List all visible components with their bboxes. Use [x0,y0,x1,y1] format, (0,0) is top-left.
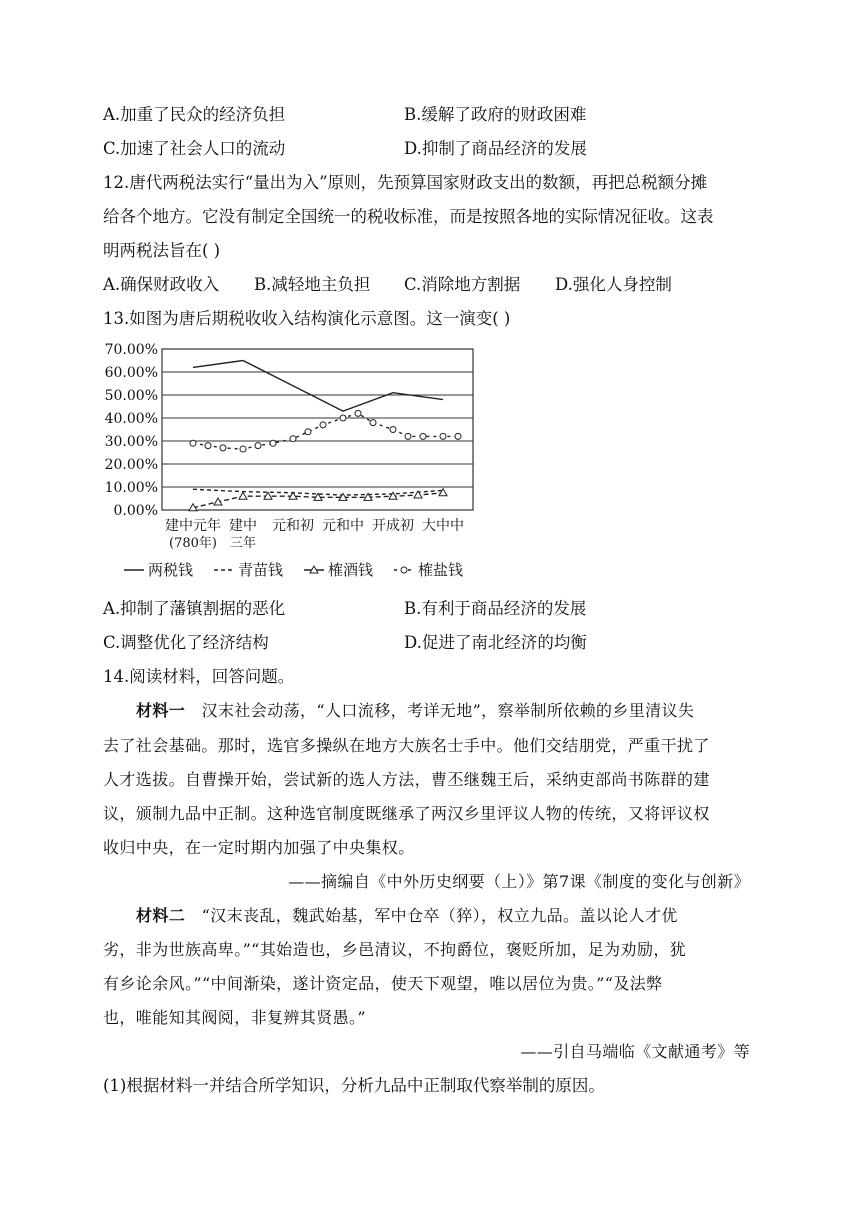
q12-stem-line2: 给各个地方。它没有制定全国统一的税收标准，而是按照各地的实际情况征收。这表 [103,207,714,226]
y-tick-label: 40.00% [104,411,158,427]
q14-subquestion-1: (1)根据材料一并结合所学知识，分析九品中正制取代察举制的原因。 [103,1076,605,1095]
y-tick-label: 50.00% [104,388,158,404]
data-point-榷盐钱 [420,433,426,439]
data-point-榷盐钱 [340,415,346,421]
material-one-line1 [136,700,694,722]
chart-y-tick-labels [105,342,158,519]
x-tick-label: 元和中 [322,518,364,534]
material-two-text1: “汉末丧乱，魏武始基，军中仓卒（猝），权立九品。盖以论人才优 [201,906,678,925]
q11-option-c: C.加速了社会人口的流动 [103,139,286,158]
x-tick-label-sub: (780年) [169,536,217,551]
legend-label: 青苗钱 [238,561,284,579]
chart-grid [162,349,473,510]
y-tick-label: 30.00% [104,434,158,450]
y-tick-label: 0.00% [113,503,158,519]
q11-option-a: A.加重了民众的经济负担 [103,105,286,124]
data-point-榷盐钱 [405,433,411,439]
chart-series [189,361,461,511]
x-tick-label: 建中元年 [165,518,221,534]
legend-label: 榷盐钱 [418,561,464,579]
data-point-榷酒钱 [439,489,447,496]
data-point-榷盐钱 [320,422,326,428]
material-one-line2: 去了社会基础。那时，选官多操纵在地方大族名士手中。他们交结朋党，严重干扰了 [103,736,710,755]
legend-label: 两税钱 [148,561,194,579]
x-tick-label: 元和初 [272,518,314,534]
legend-label: 榷酒钱 [328,561,374,579]
q14-stem: 14.阅读材料，回答问题。 [103,667,295,686]
x-tick-label: 大中中 [422,518,464,534]
q13-stem: 13.如图为唐后期税收收入结构演化示意图。这一演变( ) [103,309,511,328]
data-point-榷盐钱 [440,433,446,439]
material-two-line1 [136,905,678,927]
data-point-榷盐钱 [355,410,361,416]
x-tick-label: 开成初 [372,518,414,534]
data-point-榷盐钱 [455,433,461,439]
y-tick-label: 20.00% [104,457,158,473]
material-two-label: 材料二 [136,906,186,925]
material-one-line4: 议，颁制九品中正制。这种选官制度既继承了两汉乡里评议人物的传统，又将评议权 [103,804,710,823]
data-point-榷盐钱 [390,427,396,433]
q12-option-c: C.消除地方割据 [404,275,521,294]
q11-option-b: B.缓解了政府的财政困难 [404,105,587,124]
material-two-source: ——引自马端临《文献通考》等 [520,1042,750,1061]
tax-revenue-chart [100,337,490,587]
data-point-榷酒钱 [239,492,247,499]
series-line-两税钱 [193,361,443,412]
chart-legend [124,561,463,579]
material-one-line3: 人才选拔。自曹操开始，尝试新的选人方法，曹丕继魏王后，采纳吏部尚书陈群的建 [103,770,710,789]
q12-stem-line1: 12.唐代两税法实行“量出为入”原则，先预算国家财政支出的数额，再把总税额分摊 [103,173,708,192]
plot-frame [162,349,473,510]
data-point-榷盐钱 [205,443,211,449]
q13-option-b: B.有利于商品经济的发展 [404,599,587,618]
data-point-榷盐钱 [190,440,196,446]
material-one-line5: 收归中央，在一定时期内加强了中央集权。 [103,838,415,857]
data-point-榷盐钱 [240,446,246,452]
material-one-text1: 汉末社会动荡，“人口流移，考详无地”，察举制所依赖的乡里清议失 [201,701,695,720]
material-one-label: 材料一 [136,701,186,720]
legend-marker-榷盐钱 [401,567,407,573]
data-point-榷盐钱 [270,440,276,446]
q12-option-d: D.强化人身控制 [555,275,672,294]
q13-option-d: D.促进了南北经济的均衡 [404,633,587,652]
x-tick-label-sub: 三年 [229,536,257,551]
q13-option-c: C.调整优化了经济结构 [103,633,269,652]
material-one-source: ——摘编自《中外历史纲要（上）》第7课《制度的变化与创新》 [288,872,750,891]
series-line-榷盐钱 [193,413,458,449]
q11-option-d: D.抑制了商品经济的发展 [404,139,587,158]
material-two-line2: 劣，非为世族高卑。”“其始造也，乡邑清议，不拘爵位，褒贬所加，足为劝励，犹 [103,940,687,959]
q12-option-a: A.确保财政收入 [103,275,220,294]
chart-x-tick-labels [165,517,464,551]
y-tick-label: 70.00% [104,342,158,358]
data-point-榷盐钱 [220,445,226,451]
y-tick-label: 10.00% [104,480,158,496]
q12-option-b: B.减轻地主负担 [254,275,371,294]
q12-stem-line3: 明两税法旨在( ) [103,241,221,260]
data-point-榷盐钱 [305,429,311,435]
x-tick-label: 建中 [229,518,257,534]
data-point-榷盐钱 [290,436,296,442]
data-point-榷盐钱 [255,443,261,449]
material-two-line4: 也，唯能知其阀阅，非复辨其贤愚。” [103,1008,366,1027]
y-tick-label: 60.00% [104,365,158,381]
data-point-榷盐钱 [370,420,376,426]
q13-option-a: A.抑制了藩镇割据的恶化 [103,599,286,618]
material-two-line3: 有乡论余风。”“中间渐染，遂计资定品，使天下观望，唯以居位为贵。”“及法弊 [103,974,663,993]
